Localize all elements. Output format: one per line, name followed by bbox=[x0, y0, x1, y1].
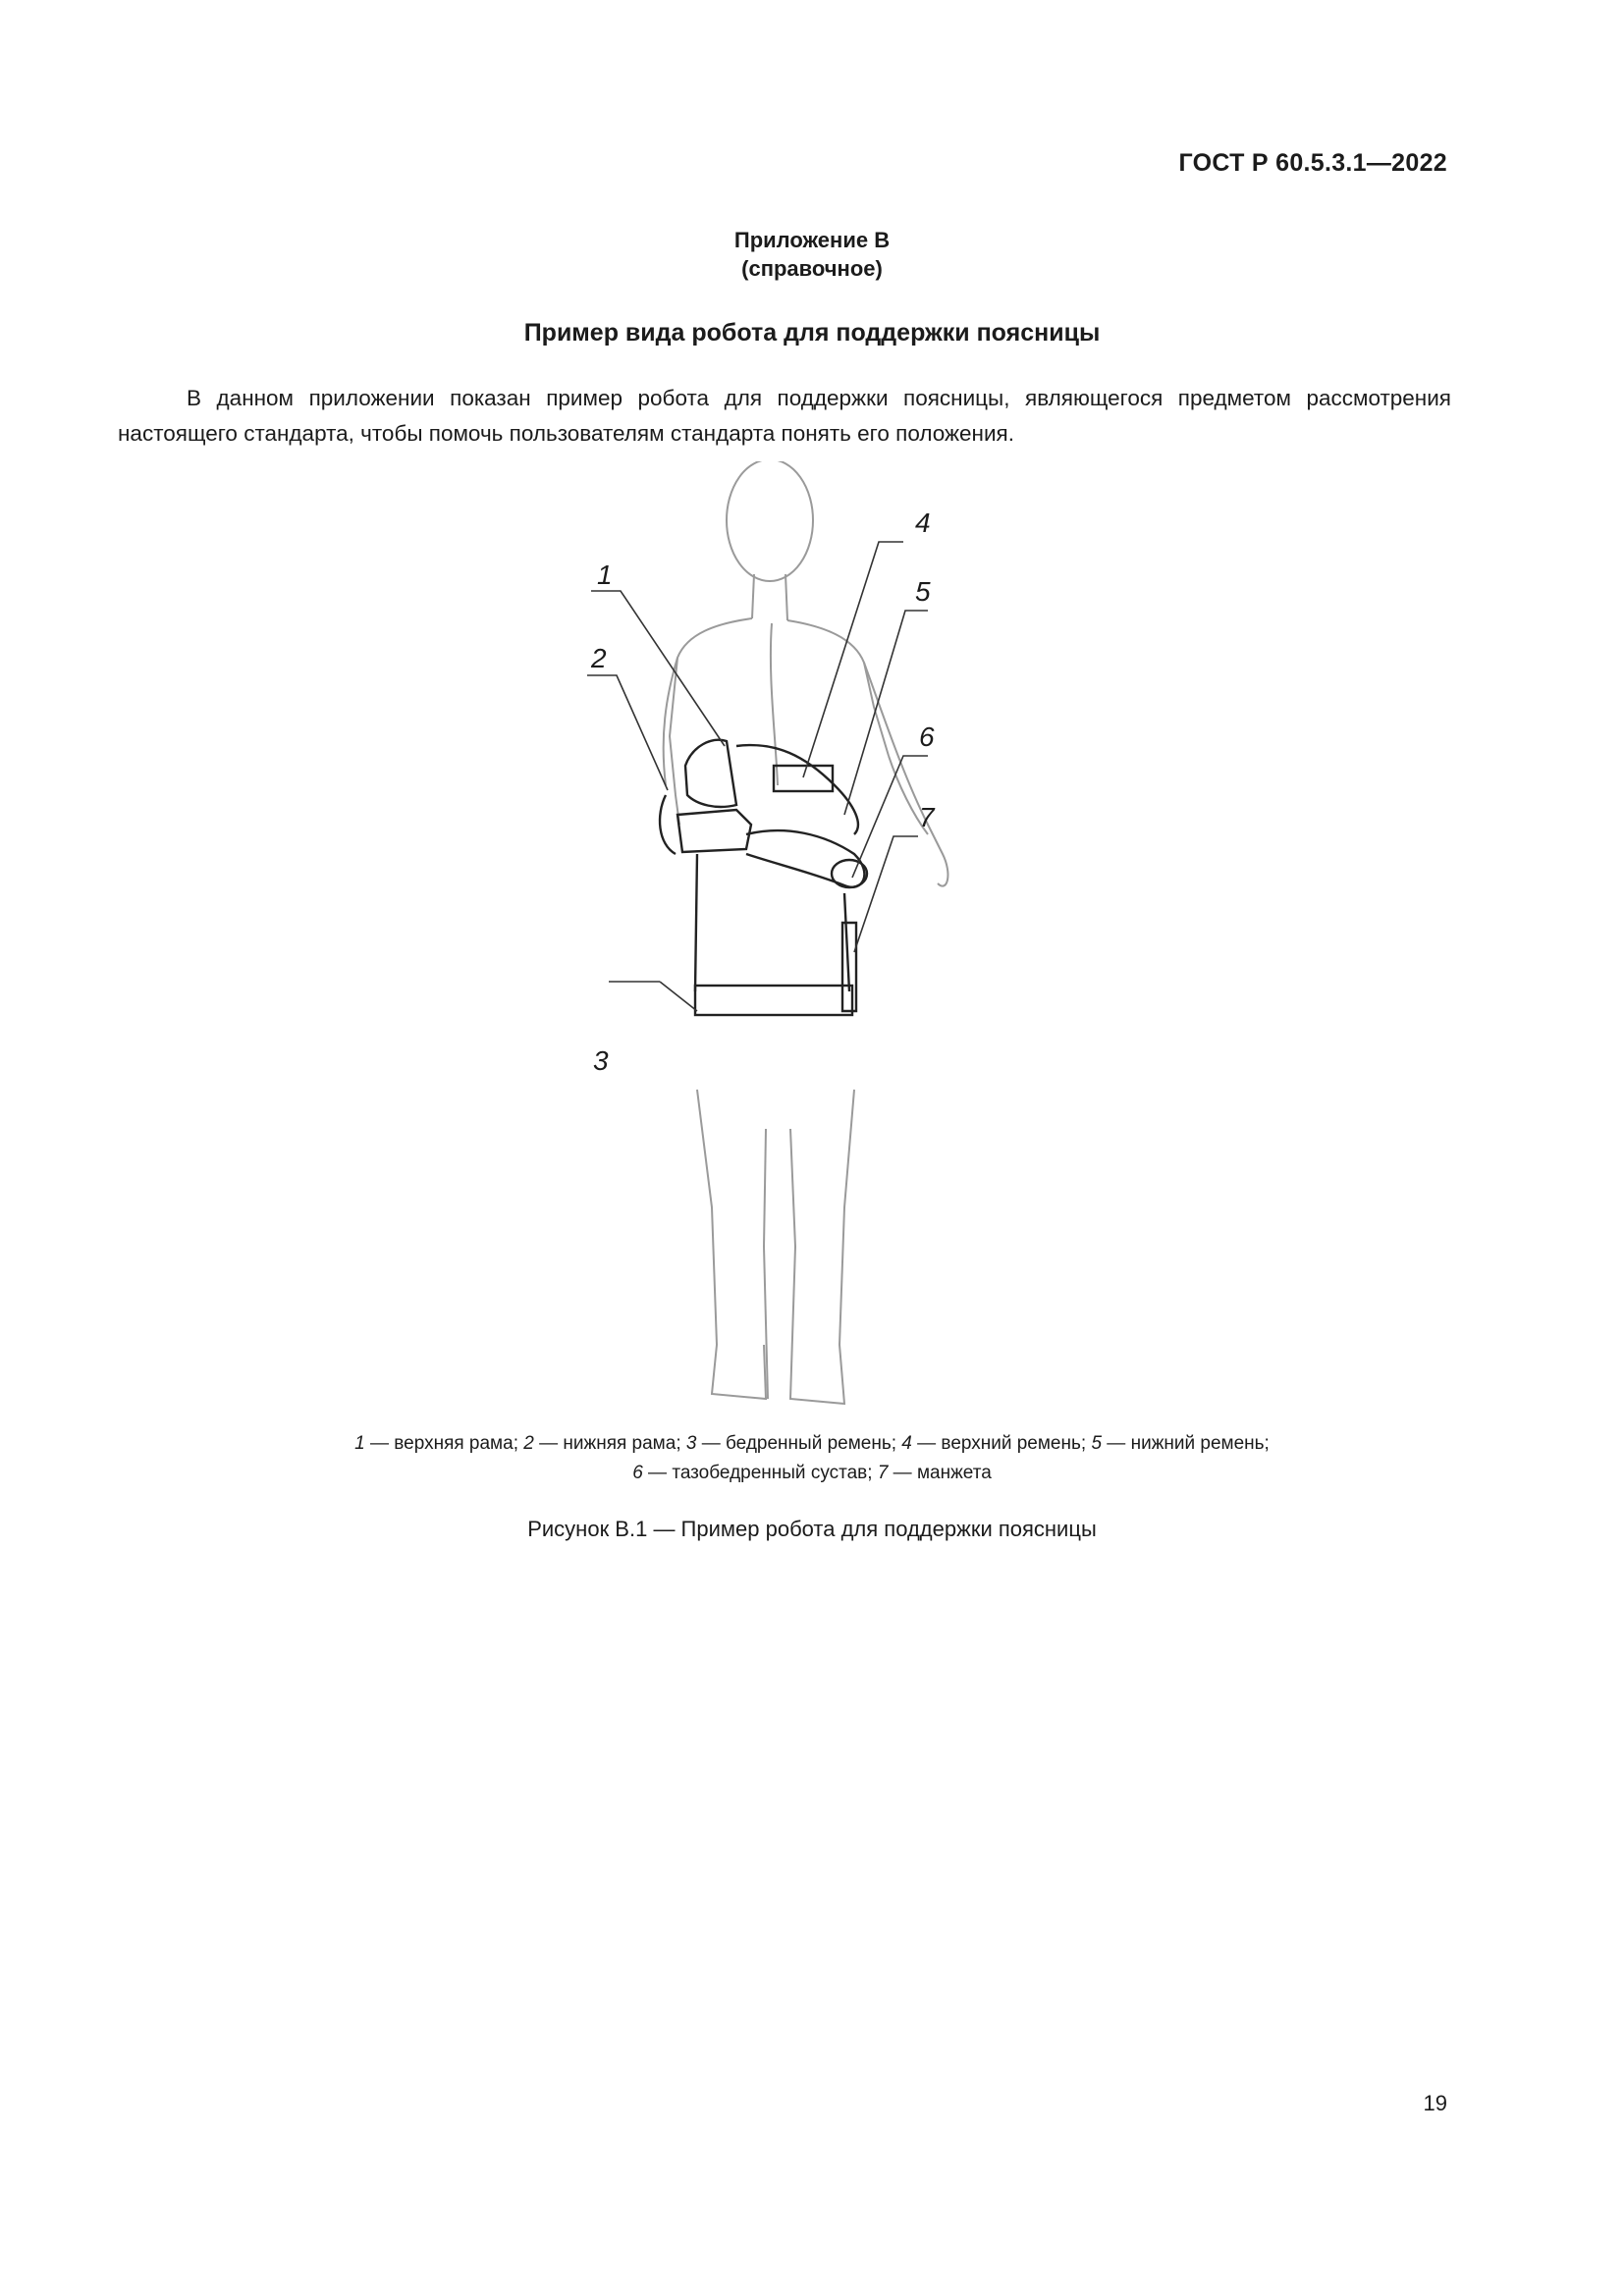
callout-5: 5 bbox=[915, 576, 931, 607]
appendix-heading bbox=[0, 226, 1624, 283]
legend-text: — тазобедренный сустав; bbox=[642, 1463, 878, 1483]
robot-illustration bbox=[550, 461, 1060, 1423]
legend-num: 2 bbox=[523, 1433, 534, 1454]
intro-text: В данном приложении показан пример робота для поддержки поясницы, являющегося предметом рассмотрения настоящего стандарта, чтобы помочь пользователям стандарта понять его положения. bbox=[118, 386, 1451, 446]
callout-6: 6 bbox=[919, 721, 935, 752]
standard-code: ГОСТ Р 60.5.3.1—2022 bbox=[1178, 149, 1447, 177]
callout-1: 1 bbox=[597, 560, 613, 590]
figure-caption: Рисунок В.1 — Пример робота для поддержки поясницы bbox=[527, 1517, 1097, 1541]
robot-frame bbox=[660, 740, 867, 1015]
appendix-title: Приложение В bbox=[733, 228, 891, 252]
legend-num: 1 bbox=[354, 1433, 365, 1454]
legend-text: — нижняя рама; bbox=[533, 1433, 686, 1454]
legend-text: — нижний ремень; bbox=[1102, 1433, 1270, 1454]
appendix-subtitle: (справочное) bbox=[741, 256, 883, 281]
legend-line-1 bbox=[0, 1429, 1624, 1459]
figure-legend bbox=[0, 1429, 1624, 1488]
robot-figure bbox=[550, 461, 1060, 1423]
callout-4: 4 bbox=[915, 507, 931, 538]
callout-7: 7 bbox=[919, 802, 935, 832]
legend-num: 7 bbox=[877, 1463, 889, 1483]
section-title: Пример вида робота для поддержки поясницы bbox=[523, 319, 1101, 347]
callout-labels bbox=[590, 507, 936, 1076]
callout-2: 2 bbox=[591, 643, 607, 673]
legend-num: 5 bbox=[1091, 1433, 1103, 1454]
legend-text: — верхняя рама; bbox=[364, 1433, 524, 1454]
callout-3: 3 bbox=[593, 1045, 609, 1076]
legend-num: 6 bbox=[632, 1463, 643, 1483]
page-number: 19 bbox=[1423, 2091, 1447, 2115]
legend-text: — манжета bbox=[888, 1463, 992, 1483]
legend-num: 3 bbox=[685, 1433, 697, 1454]
mannequin-outline bbox=[664, 461, 948, 1404]
legend-text: — бедренный ремень; bbox=[696, 1433, 902, 1454]
intro-paragraph bbox=[118, 381, 1451, 452]
legend-text: — верхний ремень; bbox=[911, 1433, 1092, 1454]
callout-leaders bbox=[587, 542, 928, 1011]
legend-line-2 bbox=[0, 1459, 1624, 1488]
legend-num: 4 bbox=[901, 1433, 912, 1454]
